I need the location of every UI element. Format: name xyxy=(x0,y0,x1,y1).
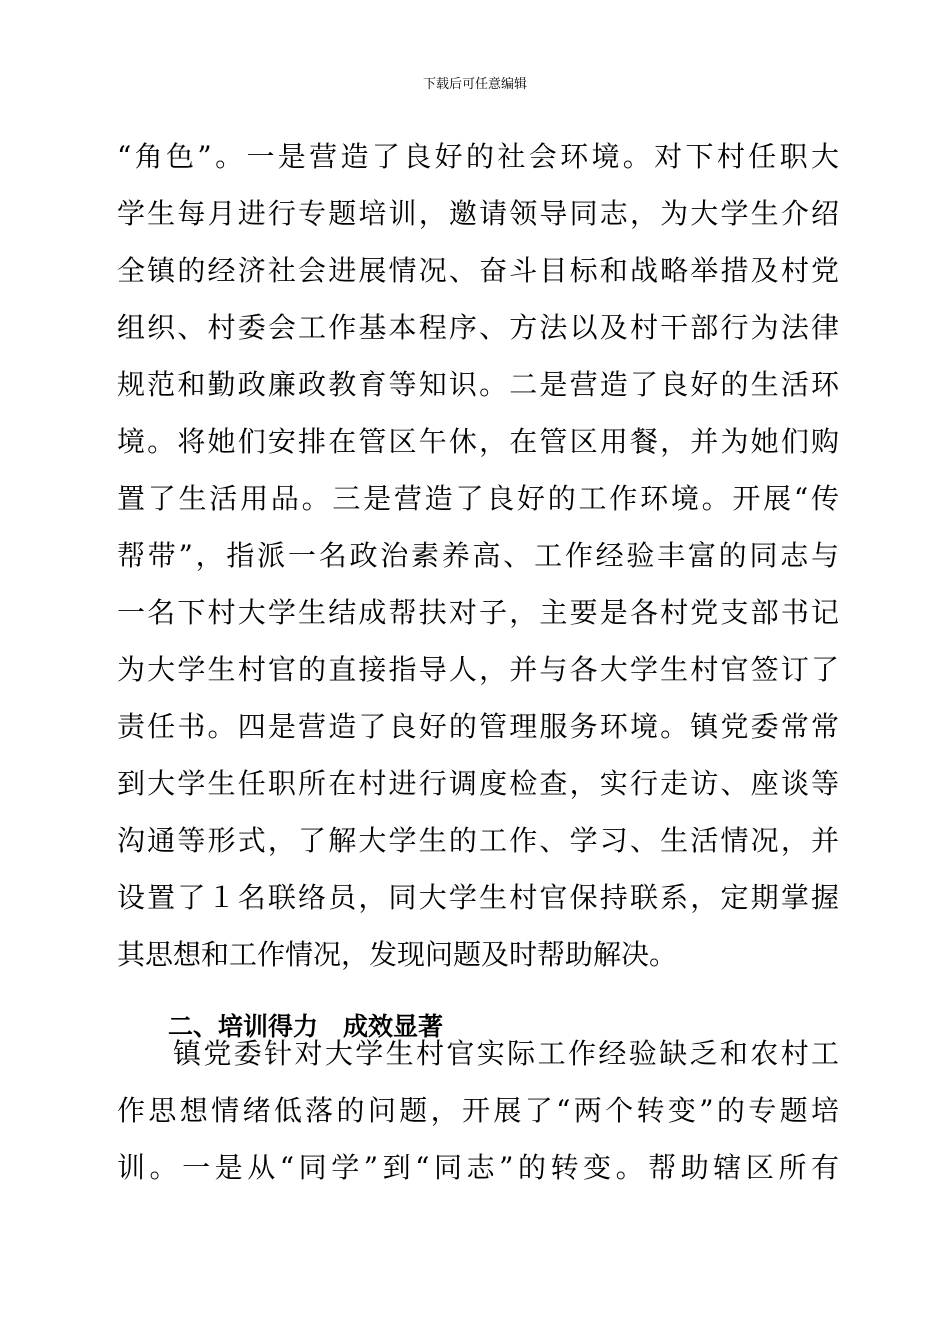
paragraph-line: 置了生活用品。三是营造了良好的工作环境。开展“传 xyxy=(117,482,839,515)
paragraph-line: 为大学生村官的直接指导人，并与各大学生村官签订了 xyxy=(117,653,839,686)
paragraph-line: 镇党委针对大学生村官实际工作经验缺乏和农村工 xyxy=(173,1037,839,1070)
paragraph-2 xyxy=(117,1025,839,1196)
paragraph-line: 境。将她们安排在管区午休，在管区用餐，并为她们购 xyxy=(117,425,839,458)
paragraph-line: 帮带”，指派一名政治素养高、工作经验丰富的同志与 xyxy=(117,539,839,572)
paragraph-line: 规范和勤政廉政教育等知识。二是营造了良好的生活环 xyxy=(117,368,839,401)
page-header: 下载后可任意编辑 xyxy=(422,77,527,92)
paragraph-line: 沟通等形式，了解大学生的工作、学习、生活情况，并 xyxy=(117,824,839,857)
section-heading: 二、培训得力 成效显著 xyxy=(168,1012,444,1041)
paragraph-line: “角色”。一是营造了良好的社会环境。对下村任职大 xyxy=(117,140,839,173)
paragraph-line: 作思想情绪低落的问题，开展了“两个转变”的专题培 xyxy=(117,1094,839,1127)
paragraph-line: 一名下村大学生结成帮扶对子，主要是各村党支部书记 xyxy=(117,596,839,629)
paragraph-line: 训。一是从“同学”到“同志”的转变。帮助辖区所有 xyxy=(117,1151,839,1184)
paragraph-line: 设置了１名联络员，同大学生村官保持联系，定期掌握 xyxy=(117,881,839,914)
paragraph-1 xyxy=(117,128,839,983)
paragraph-line: 其思想和工作情况，发现问题及时帮助解决。 xyxy=(117,938,678,971)
paragraph-line: 学生每月进行专题培训，邀请领导同志，为大学生介绍 xyxy=(117,197,839,230)
paragraph-line: 组织、村委会工作基本程序、方法以及村干部行为法律 xyxy=(117,311,839,344)
paragraph-line: 责任书。四是营造了良好的管理服务环境。镇党委常常 xyxy=(117,710,839,743)
paragraph-line: 全镇的经济社会进展情况、奋斗目标和战略举措及村党 xyxy=(117,254,839,287)
paragraph-line: 到大学生任职所在村进行调度检查，实行走访、座谈等 xyxy=(117,767,839,800)
